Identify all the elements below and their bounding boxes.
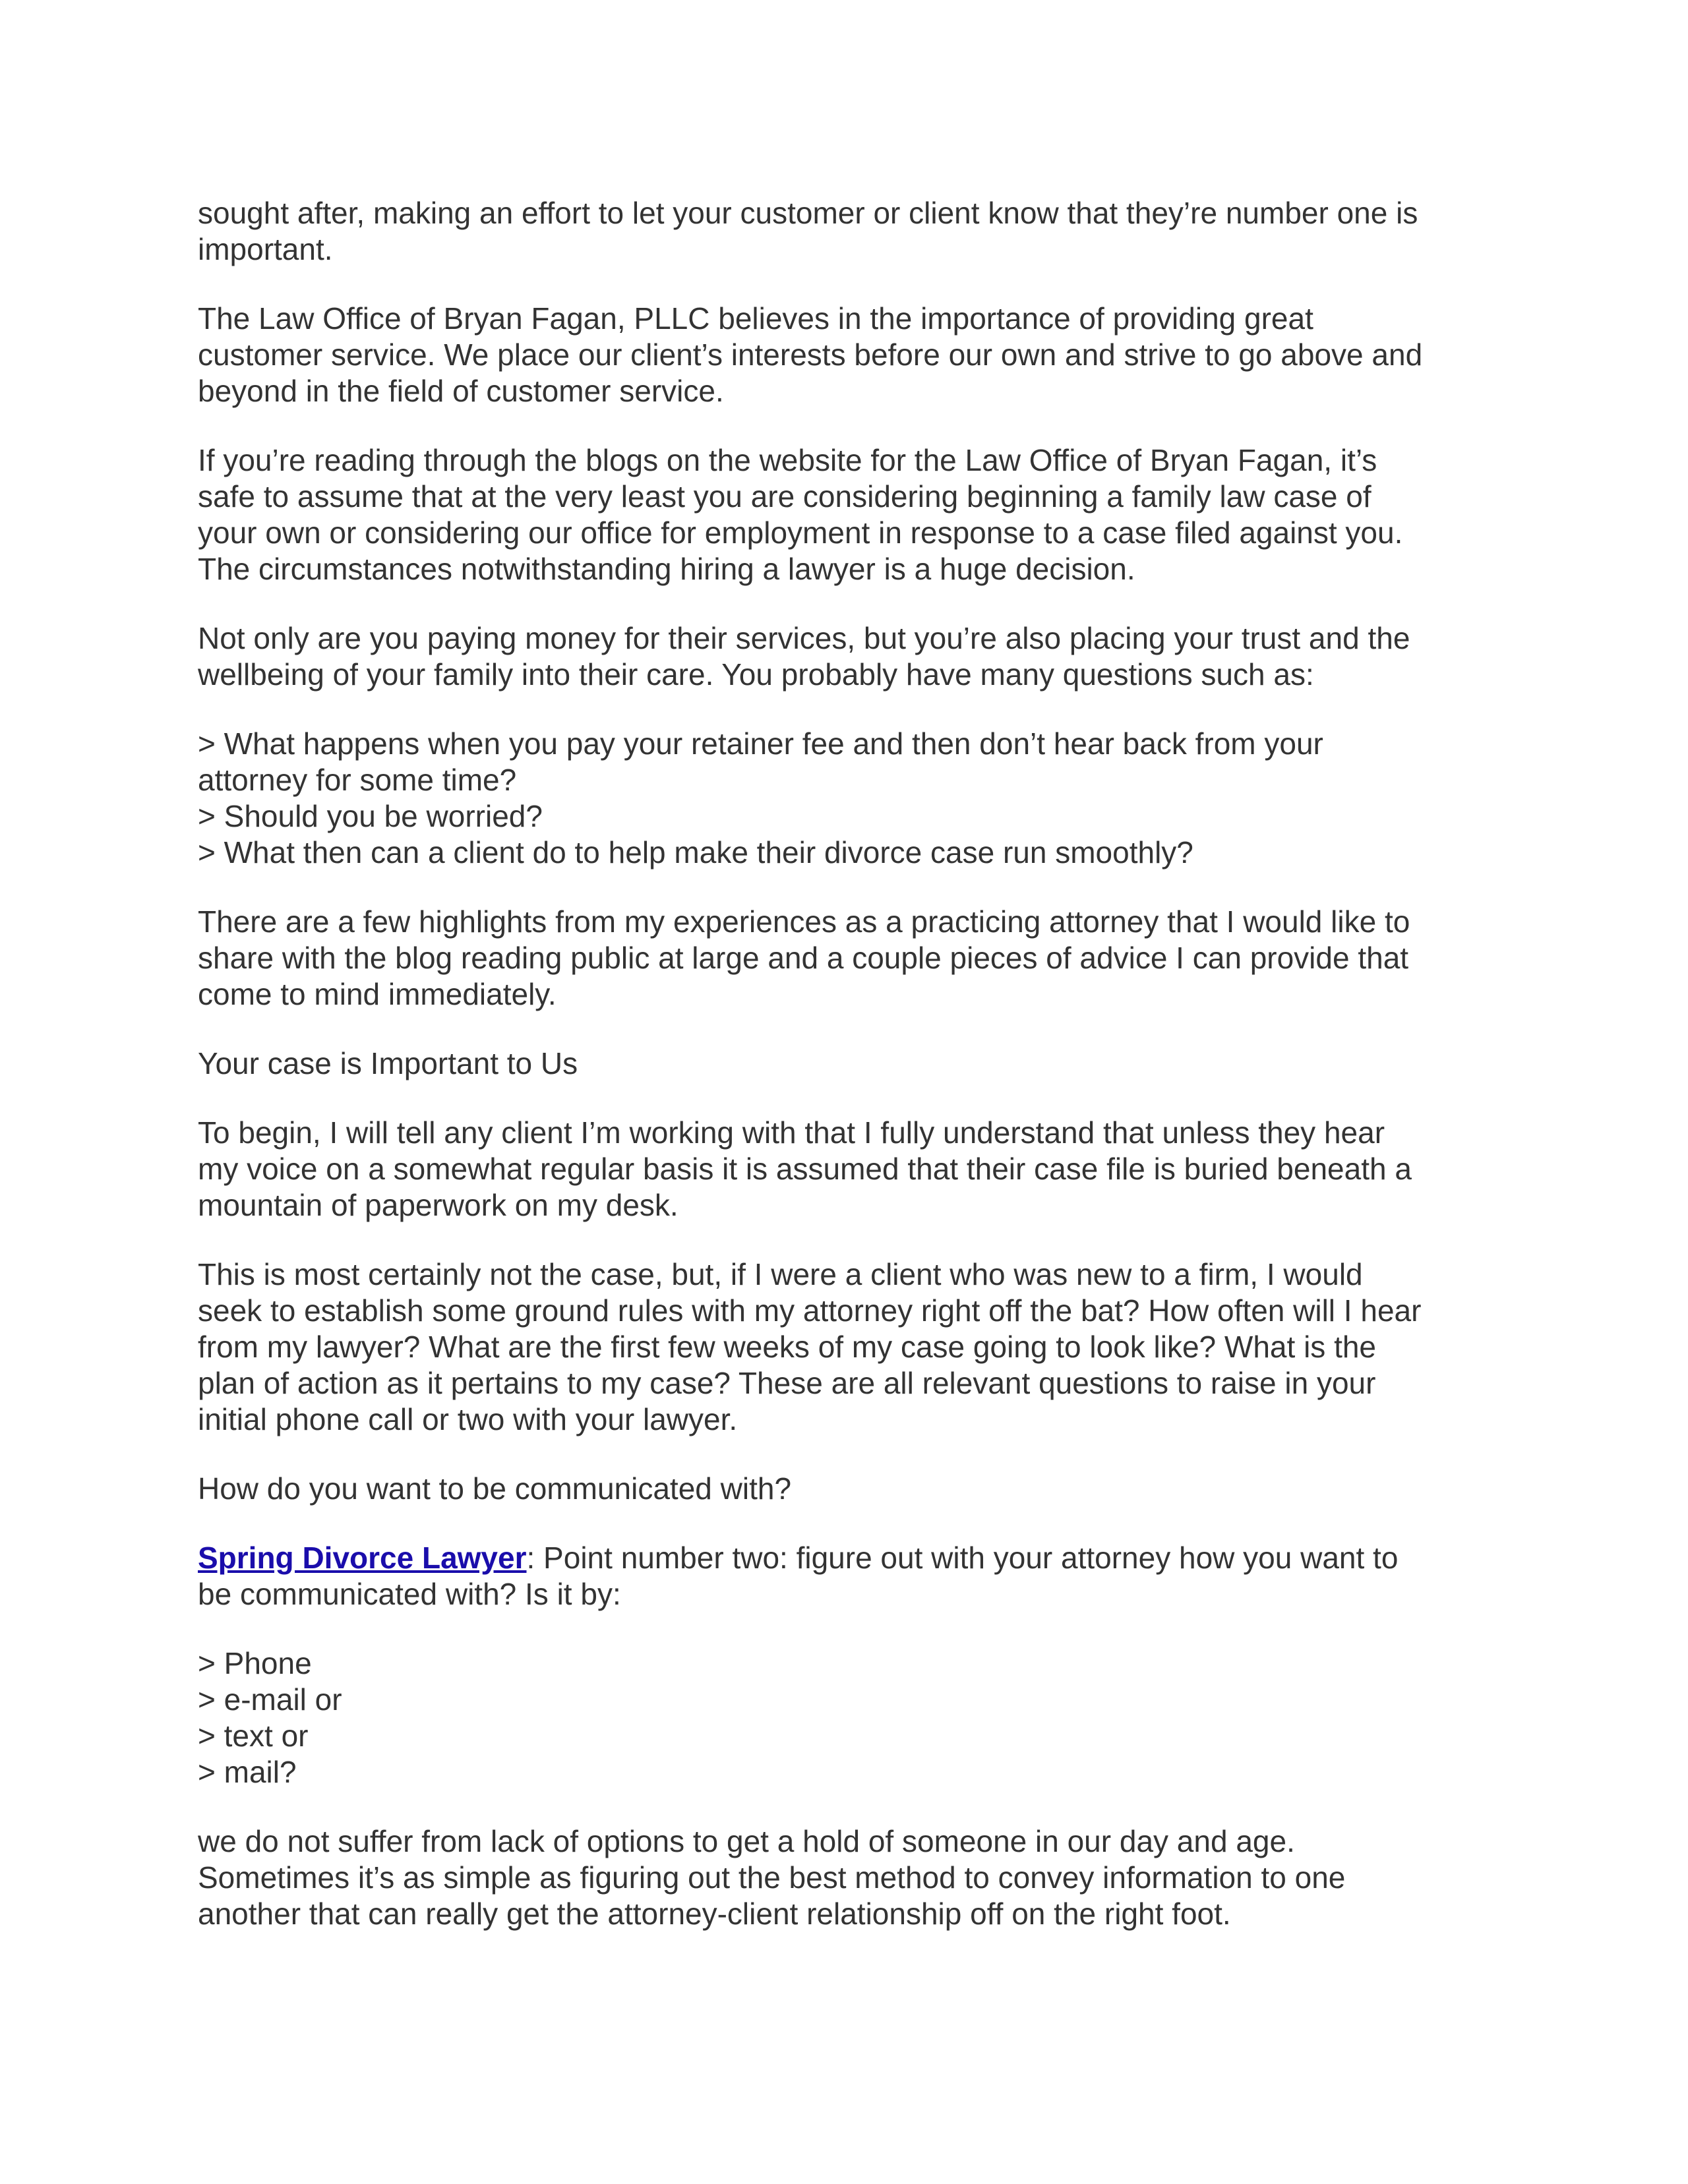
text-line: To begin, I will tell any client I’m working with that I fully understand that unless they hear [198, 1115, 1385, 1150]
list-item-continuation: attorney for some time? [198, 763, 517, 797]
list-item: > Should you be worried? [198, 799, 543, 833]
text-line: Sometimes it’s as simple as figuring out the best method to convey information to one [198, 1860, 1346, 1895]
text-line: Not only are you paying money for their services, but you’re also placing your trust and the [198, 621, 1410, 655]
text-line: The Law Office of Bryan Fagan, PLLC believes in the importance of providing great [198, 301, 1313, 336]
text-line: from my lawyer? What are the first few weeks of my case going to look like? What is the [198, 1330, 1377, 1364]
text-line: my voice on a somewhat regular basis it is assumed that their case file is buried beneath a [198, 1152, 1412, 1186]
text-line: plan of action as it pertains to my case? These are all relevant questions to raise in your [198, 1366, 1376, 1400]
text-line: The circumstances notwithstanding hiring a lawyer is a huge decision. [198, 552, 1135, 586]
paragraph-customer-service [198, 301, 1490, 409]
text-line: be communicated with? Is it by: [198, 1577, 621, 1611]
paragraph-options [198, 1823, 1490, 1932]
text-line: There are a few highlights from my experiences as a practicing attorney that I would like to [198, 904, 1410, 939]
text-line: sought after, making an effort to let your customer or client know that they’re number one is [198, 196, 1418, 230]
heading-line: How do you want to be communicated with? [198, 1471, 792, 1506]
text-line [198, 1540, 1490, 1576]
section-heading-case-important [198, 1046, 1490, 1082]
document-page [198, 195, 1490, 1965]
paragraph-point-two [198, 1540, 1490, 1612]
text-line: safe to assume that at the very least you are considering beginning a family law case of [198, 479, 1372, 514]
communication-methods-list [198, 1645, 1490, 1790]
paragraph-reading-blogs [198, 442, 1490, 587]
list-item: > e-mail or [198, 1682, 342, 1717]
text-line: beyond in the field of customer service. [198, 374, 724, 408]
text-line: customer service. We place our client’s interests before our own and strive to go above and [198, 338, 1423, 372]
question-list [198, 726, 1490, 871]
paragraph-ground-rules [198, 1256, 1490, 1438]
heading-line: Your case is Important to Us [198, 1046, 578, 1080]
text-line: wellbeing of your family into their care. You probably have many questions such as: [198, 657, 1314, 692]
text-line: This is most certainly not the case, but, if I were a client who was new to a firm, I would [198, 1257, 1363, 1291]
text-line: seek to establish some ground rules with my attorney right off the bat? How often will I hear [198, 1293, 1422, 1328]
paragraph-highlights [198, 904, 1490, 1013]
paragraph-trust [198, 620, 1490, 693]
spring-divorce-lawyer-link[interactable]: Spring Divorce Lawyer [198, 1541, 527, 1575]
text-line: initial phone call or two with your lawyer. [198, 1402, 738, 1436]
text-line: mountain of paperwork on my desk. [198, 1188, 678, 1222]
list-item: > Phone [198, 1646, 312, 1680]
paragraph-to-begin [198, 1115, 1490, 1224]
list-item: > mail? [198, 1755, 297, 1789]
list-item: > What then can a client do to help make their divorce case run smoothly? [198, 835, 1193, 870]
section-heading-communication [198, 1471, 1490, 1507]
text-line: share with the blog reading public at large and a couple pieces of advice I can provide that [198, 941, 1409, 975]
text-fragment: : Point number two: figure out with your attorney how you want to [526, 1541, 1399, 1575]
text-line: we do not suffer from lack of options to get a hold of someone in our day and age. [198, 1824, 1295, 1858]
text-line: If you’re reading through the blogs on the website for the Law Office of Bryan Fagan, it’s [198, 443, 1377, 477]
list-item: > text or [198, 1719, 309, 1753]
text-line: your own or considering our office for employment in response to a case filed against you. [198, 516, 1403, 550]
text-line: come to mind immediately. [198, 977, 557, 1011]
text-line: important. [198, 232, 333, 266]
text-line: another that can really get the attorney-client relationship off on the right foot. [198, 1897, 1231, 1931]
paragraph-intro [198, 195, 1490, 268]
list-item: > What happens when you pay your retainer fee and then don’t hear back from your [198, 726, 1323, 761]
